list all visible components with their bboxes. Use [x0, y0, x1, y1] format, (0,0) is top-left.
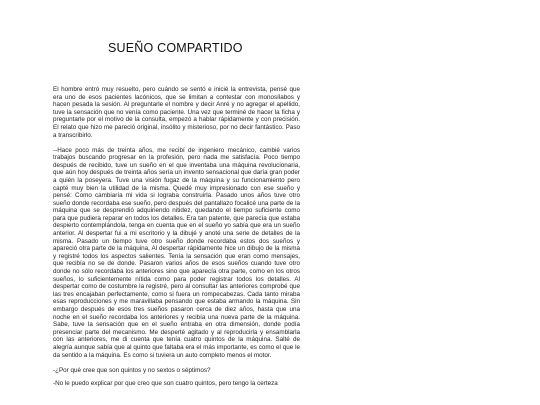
- paragraph-question: -¿Por qué cree que son quintos y no sextos o séptimos?: [53, 366, 211, 374]
- paragraph-story: --Hace poco más de treinta años, me recibí de ingeniero mecánico, cambié varios trabajos buscando progresar en la profesión, pero nada me satisfacía. Poco tiempo después de recibido, tuve un sueño en el que inventaba una máquina revolucionaria, que aún hoy después de treinta años sería un invento sensacional que daría gran poder a quién la poseyera. Tuve una visión fugaz de la máquina y su funcionamiento pero capté muy bien la utilidad de la misma. Quedé muy impresionado con ese sueño y pensé: Como cambiaría mi vida si lograba construirla. Pasado unos años tuve otro sueño donde recordaba ese sueño, pero después del pantallazo focalicé una parte de la máquina que se desprendió adquiriendo nitidez, quedando el tiempo suficiente como para que pudiera reparar en todos los detalles. Era tan patente, que parecía que estaba despierto contemplándola, tenga en cuenta que en el sueño yo sabía que era un sueño anterior. Al despertar fui a mi escritorio y la dibujé y anoté una serie de detalles de la misma. Pasado un tiempo tuve otro sueño donde recordaba estos dos sueños y apareció otra parte de la máquina, Al despertar rápidamente hice un dibujo de la misma y registré todos los aspectos salientes. Tenía la sensación que eran como mensajes, que recibía no se de donde. Pasaron varios años de esos sueños cuando tuve otro donde no sólo recordaba los anteriores sino que aparecía otra parte, como en los otros sueños, lo suficientemente nítida como para poder registrar todos los detalles. Al despertar como de costumbre la registré, pero al consultar las anteriores comprobé que las tres encajaban perfectamente, como si fuera un rompecabezas. Cada tanto miraba esas reproducciones y me maravillaba pensando que estaba armando la máquina. Sin embargo después de esos tres sueños pasaron cerca de diez años, hasta que una noche en el sueño recordaba los anteriores y recibía una nueva parte de la máquina. Sabe, tuve la sensación que en el sueño entraba en otra dimensión, donde podía presenciar parte del mecanismo. Me desperté agitado y al reproducirla y ensamblarla con las anteriores, me di cuenta que tenía cuatro quintos de la máquina. Salté de alegría aunque sabía que al quinto que faltaba era el más importante, es como el que le da sentido a la máquina. Es como si tuviera un auto completo menos el motor.: [53, 146, 300, 359]
- document-title: SUEÑO COMPARTIDO: [108, 41, 243, 55]
- paragraph-answer: -No le puedo explicar por que creo que son cuatro quintos, pero tengo la certeza: [53, 379, 278, 387]
- paragraph-intro: El hombre entró muy resuelto, pero cuándo se sentó e inicié la entrevista, pensé que era uno de esos pacientes lacónicos, que se limitan a contestar con monosílabos y hacen pesada la sesión. Al preguntarle el nombre y decir Anré y no agregar el apellido, tuve la sensación que no venía como paciente. Una vez que terminé de hacer la ficha y preguntarle por el motivo de la consulta, empezó a hablar rápidamente y con precisión. El relato que hizo me pareció original, insólito y misterioso, por no decir fantástico. Paso a transcribirlo.: [53, 86, 300, 139]
- document-body: [53, 86, 300, 395]
